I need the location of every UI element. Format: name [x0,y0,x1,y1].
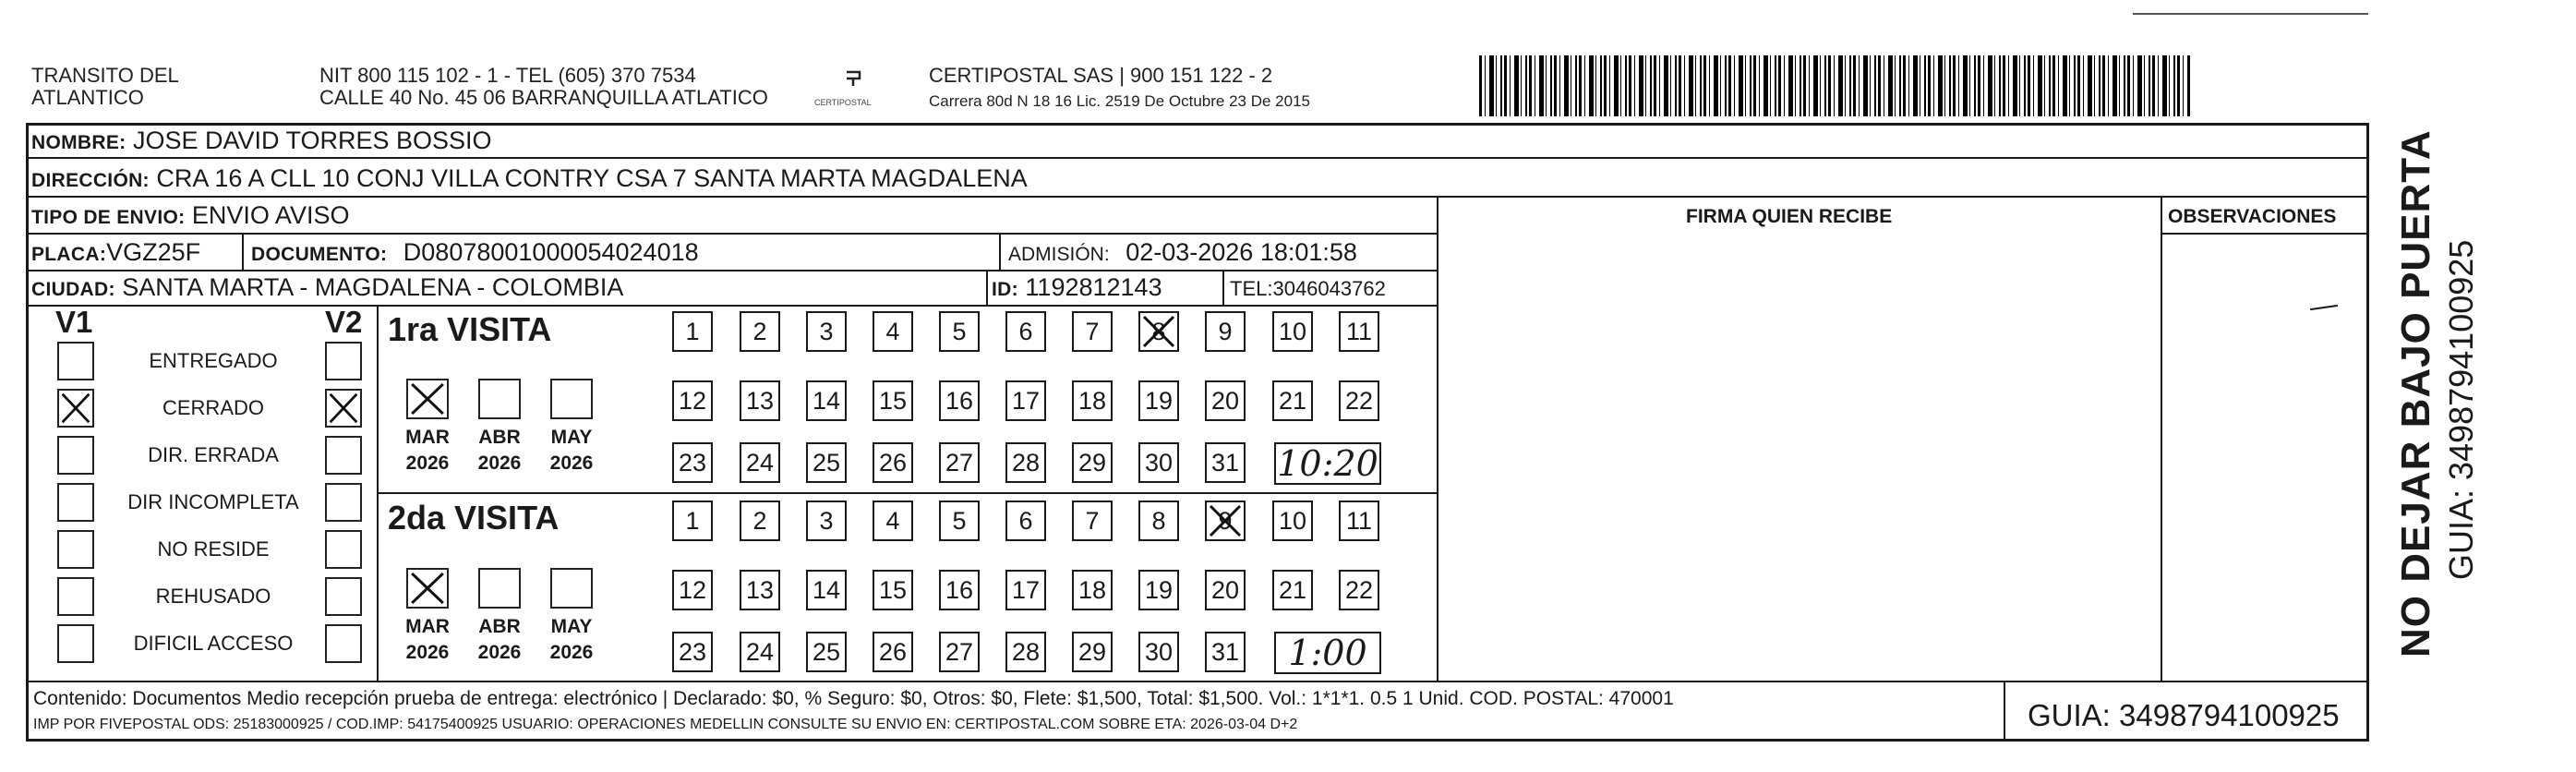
certipostal-logo-icon [834,68,873,96]
time-box[interactable]: 10:20 [1274,442,1381,485]
day-box[interactable]: 22 [1339,380,1379,421]
day-box[interactable]: 4 [873,501,913,541]
day-box[interactable]: 11 [1339,501,1379,541]
day-box[interactable]: 7 [1072,311,1113,352]
recipient-address: CRA 16 A CLL 10 CONJ VILLA CONTRY CSA 7 SANTA MARTA MAGDALENA [156,164,1028,192]
visit2-title: 2da VISITA [388,499,560,537]
month-year: 2026 [477,452,522,474]
tel-value: 3046043762 [1272,277,1386,300]
day-box[interactable]: 28 [1005,632,1046,672]
rule [377,492,1437,494]
month-year: 2026 [477,642,522,663]
state-label: NO RESIDE [157,537,270,561]
day-box[interactable]: 9 [1205,311,1246,352]
day-box[interactable]: 14 [806,380,847,421]
day-box[interactable]: 14 [806,570,847,610]
day-box[interactable]: 24 [740,632,780,672]
logo-caption: CERTIPOSTAL [814,98,872,107]
v1-checkbox[interactable] [57,624,94,663]
recipient-name: JOSE DAVID TORRES BOSSIO [132,127,492,154]
side-guia: GUIA: 3498794100925 [2442,239,2480,580]
month-checkbox[interactable] [550,379,593,419]
day-box[interactable]: 6 [1005,501,1046,541]
v2-checkbox[interactable] [325,624,362,663]
v1-checkbox[interactable] [57,530,94,569]
city-value: SANTA MARTA - MAGDALENA - COLOMBIA [122,273,624,301]
rule [2004,681,2005,742]
day-box[interactable]: 26 [873,632,913,672]
rule [242,233,244,270]
month-label: ABR [478,427,521,448]
day-box[interactable]: 5 [939,311,980,352]
rule [26,157,2369,159]
day-box[interactable]: 20 [1205,380,1246,421]
shipment-type: ENVIO AVISO [191,201,350,229]
day-box[interactable]: 13 [740,380,780,421]
day-box[interactable]: 23 [672,632,713,672]
day-box[interactable]: 24 [740,442,780,483]
day-box[interactable]: 4 [873,311,913,352]
month-year: 2026 [405,452,450,474]
day-box[interactable]: 18 [1072,570,1113,610]
rule [1222,270,1224,305]
day-box[interactable]: 11 [1339,311,1379,352]
month-label: MAY [550,427,593,448]
v2-checkbox[interactable] [325,483,362,522]
state-label: DIFICIL ACCESO [133,632,294,655]
month-label: MAY [550,616,593,637]
visit1-title: 1ra VISITA [388,310,552,348]
day-box[interactable]: 17 [1005,380,1046,421]
day-box[interactable]: 12 [672,380,713,421]
state-label: DIR. ERRADA [148,443,279,466]
v1-checkbox[interactable] [57,389,94,428]
state-label: REHUSADO [155,585,271,608]
no-dejar-bajo-puerta: NO DEJAR BAJO PUERTA [2393,129,2438,657]
observations-column-header: OBSERVACIONES [2168,206,2337,227]
org-line1: TRANSITO DEL [31,64,179,87]
day-box[interactable]: 28 [1005,442,1046,483]
day-box[interactable]: 27 [939,632,980,672]
day-box[interactable]: 15 [873,570,913,610]
signature-column-header: FIRMA QUIEN RECIBE [1686,206,1893,227]
day-box[interactable]: 25 [806,632,847,672]
day-box[interactable]: 25 [806,442,847,483]
nit-line: NIT 800 115 102 - 1 - TEL (605) 370 7534 [319,64,696,87]
day-box[interactable]: 9 [1205,501,1246,541]
day-box[interactable]: 6 [1005,311,1046,352]
v1-checkbox[interactable] [57,483,94,522]
day-box[interactable]: 21 [1272,380,1313,421]
footer-content-line: Contenido: Documentos Medio recepción prueba de entrega: electrónico | Declarado: $0, % Seguro: $0, Otros: $0, Flete: $1,500, Total: $1,500. Vol.: 1*1*1. 0.5 1 Unid. COD. POSTAL: 470001 [33,688,1674,709]
company-line: CERTIPOSTAL SAS | 900 151 122 - 2 [929,64,1273,87]
day-box[interactable]: 10 [1272,501,1313,541]
day-box[interactable]: 20 [1205,570,1246,610]
month-checkbox[interactable] [478,379,521,419]
state-label: ENTREGADO [149,349,278,372]
day-box[interactable]: 3 [806,501,847,541]
barcode [1479,55,2190,116]
month-label: MAR [405,616,450,637]
day-box[interactable]: 15 [873,380,913,421]
day-box[interactable]: 26 [873,442,913,483]
day-box[interactable]: 21 [1272,570,1313,610]
document-value: D08078001000054024018 [403,238,699,266]
month-checkbox[interactable] [550,568,593,609]
rule [377,305,379,681]
day-box[interactable]: 1 [672,311,713,352]
month-checkbox[interactable] [406,379,449,419]
document-row: DOCUMENTO: D08078001000054024018 [251,238,699,266]
rule [2161,233,2369,235]
address-line: CALLE 40 No. 45 06 BARRANQUILLA ATLATICO [319,86,768,109]
day-box[interactable]: 29 [1072,442,1113,483]
v2-checkbox[interactable] [325,342,362,380]
v1-header: V1 [55,305,93,339]
id-row: ID: 1192812143 [992,273,1162,301]
month-year: 2026 [405,642,450,663]
day-box[interactable]: 19 [1138,380,1179,421]
month-checkbox[interactable] [406,568,449,609]
day-mark-icon [1207,502,1244,539]
day-box[interactable]: 10 [1272,311,1313,352]
day-box[interactable]: 22 [1339,570,1379,610]
rule [986,270,988,305]
day-mark-icon [1140,313,1177,350]
day-box[interactable]: 29 [1072,632,1113,672]
plate-row: PLACA:VGZ25F [31,238,201,266]
day-box[interactable]: 30 [1138,632,1179,672]
time-box[interactable]: 1:00 [1274,632,1381,674]
day-box[interactable]: 7 [1072,501,1113,541]
day-box[interactable]: 31 [1205,632,1246,672]
day-box[interactable]: 17 [1005,570,1046,610]
rule [26,305,1437,307]
day-box[interactable]: 31 [1205,442,1246,483]
month-label: ABR [478,616,521,637]
day-box[interactable]: 16 [939,570,980,610]
scan-edge-line [2133,13,2368,15]
day-box[interactable]: 30 [1138,442,1179,483]
rule [26,270,1437,271]
org-line2: ATLANTICO [31,86,144,109]
month-label: MAR [405,427,450,448]
state-label: CERRADO [162,396,264,419]
day-box[interactable]: 1 [672,501,713,541]
address-row: DIRECCIÓN: CRA 16 A CLL 10 CONJ VILLA CONTRY CSA 7 SANTA MARTA MAGDALENA [31,164,1028,192]
name-row: NOMBRE: JOSE DAVID TORRES BOSSIO [31,127,492,154]
day-box[interactable]: 12 [672,570,713,610]
tel-row: TEL:3046043762 [1230,277,1386,300]
v2-checkbox[interactable] [325,530,362,569]
v2-checkbox[interactable] [325,389,362,428]
day-box[interactable]: 18 [1072,380,1113,421]
day-box[interactable]: 16 [939,380,980,421]
rule [26,233,1437,235]
month-year: 2026 [549,642,594,663]
rule [1437,196,1438,681]
day-box[interactable]: 2 [740,311,780,352]
day-box[interactable]: 2 [740,501,780,541]
month-checkbox[interactable] [478,568,521,609]
day-box[interactable]: 23 [672,442,713,483]
rule [2161,196,2162,681]
day-box[interactable]: 13 [740,570,780,610]
day-box[interactable]: 5 [939,501,980,541]
month-year: 2026 [549,452,594,474]
v2-header: V2 [325,305,363,339]
company-address: Carrera 80d N 18 16 Lic. 2519 De Octubre 23 De 2015 [929,92,1310,110]
guia-box: GUIA: 3498794100925 [2028,698,2340,732]
v2-checkbox[interactable] [325,577,362,616]
day-box[interactable]: 19 [1138,570,1179,610]
type-row: TIPO DE ENVIO: ENVIO AVISO [31,201,350,229]
v1-checkbox[interactable] [57,577,94,616]
v1-checkbox[interactable] [57,436,94,475]
day-box[interactable]: 8 [1138,311,1179,352]
day-box[interactable]: 8 [1138,501,1179,541]
city-row: CIUDAD: SANTA MARTA - MAGDALENA - COLOMBIA [31,273,624,301]
rule [26,681,2369,682]
state-label: DIR INCOMPLETA [127,490,299,513]
id-value: 1192812143 [1025,273,1162,301]
v2-checkbox[interactable] [325,436,362,475]
plate-value: VGZ25F [106,238,201,266]
rule [26,196,2369,198]
day-box[interactable]: 3 [806,311,847,352]
admission-row: ADMISIÓN: 02-03-2026 18:01:58 [1008,238,1357,266]
v1-checkbox[interactable] [57,342,94,380]
rule [999,233,1001,270]
day-box[interactable]: 27 [939,442,980,483]
admission-value: 02-03-2026 18:01:58 [1125,238,1357,266]
footer-print-line: IMP POR FIVEPOSTAL ODS: 25183000925 / COD.IMP: 54175400925 USUARIO: OPERACIONES MEDELLIN CONSULTE SU ENVIO EN: CERTIPOSTAL.COM SOBRE ETA: 2026-03-04 D+2 [33,717,1298,732]
